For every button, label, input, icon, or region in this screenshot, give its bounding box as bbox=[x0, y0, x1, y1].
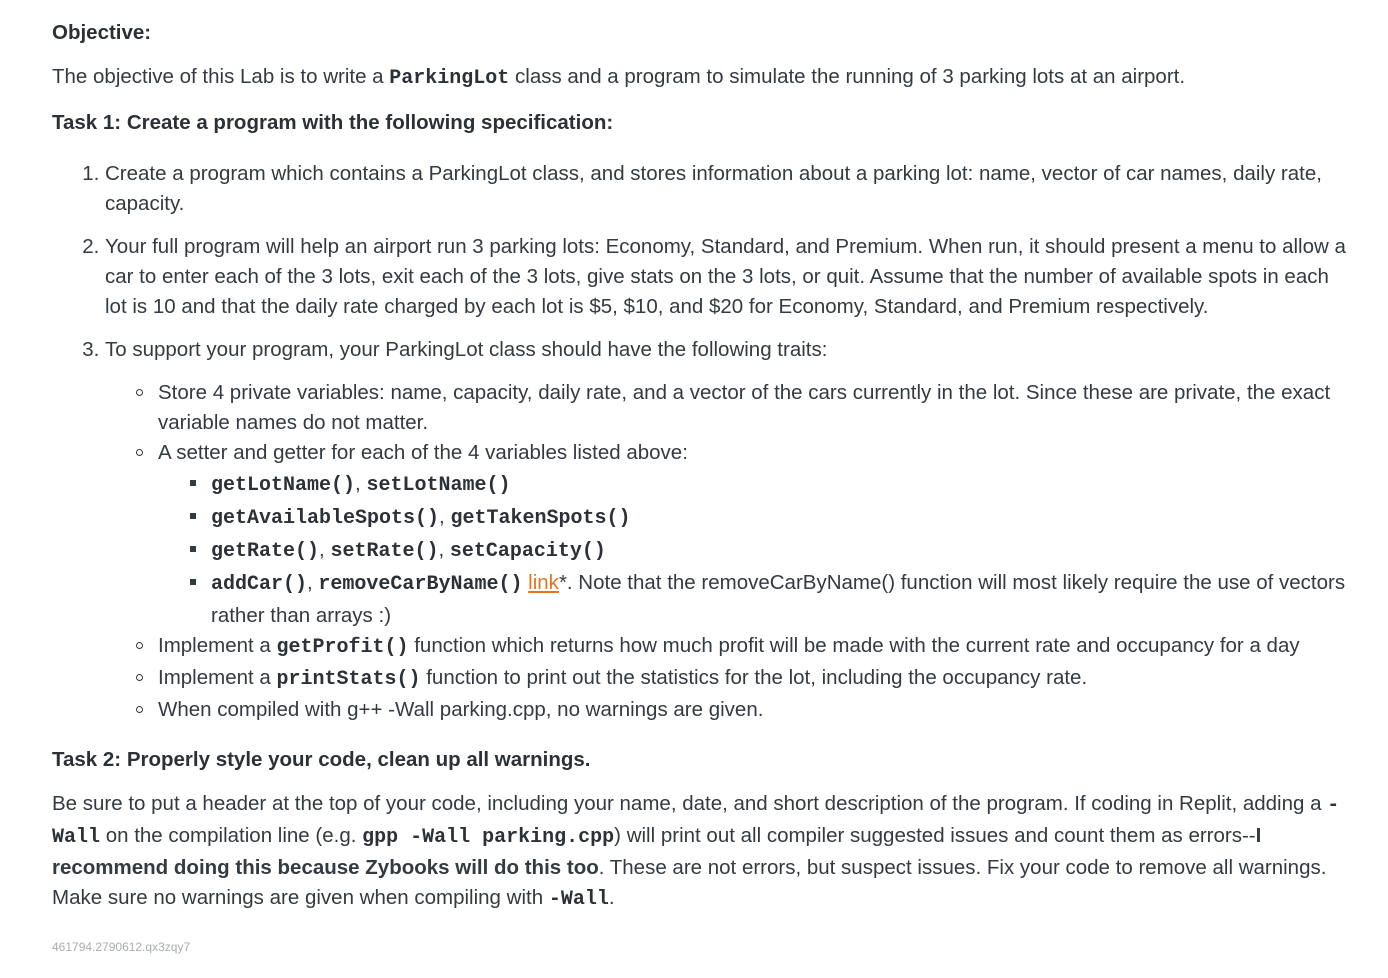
task2-text-1: Be sure to put a header at the top of your code, including your name, date, and short description of the program. If coding in Replit, adding a bbox=[52, 792, 1328, 815]
trait-setter-getter bbox=[158, 438, 1352, 631]
lab-instructions bbox=[52, 18, 1352, 915]
circle-bullet-icon bbox=[136, 706, 143, 713]
method-setcapacity: setCapacity() bbox=[449, 540, 606, 563]
task1-item-3 bbox=[105, 335, 1352, 725]
compile-note-text: When compiled with g++ -Wall parking.cpp, no warnings are given. bbox=[158, 698, 764, 721]
method-setlotname: setLotName() bbox=[366, 474, 511, 497]
separator: , bbox=[439, 505, 451, 528]
method-gettakenspots: getTakenSpots() bbox=[450, 507, 631, 530]
circle-bullet-icon bbox=[136, 674, 143, 681]
separator: , bbox=[307, 571, 319, 594]
separator: , bbox=[319, 538, 331, 561]
task1-heading: Task 1: Create a program with the following specification: bbox=[52, 111, 614, 134]
task2-heading: Task 2: Properly style your code, clean up all warnings. bbox=[52, 748, 591, 771]
code-wall-flag: -Wall bbox=[52, 794, 1340, 849]
stats-text-before: Implement a bbox=[158, 666, 277, 689]
circle-bullet-icon bbox=[136, 389, 143, 396]
method-getrate: getRate() bbox=[211, 540, 320, 563]
profit-text-before: Implement a bbox=[158, 634, 277, 657]
task1-item-2-text: Your full program will help an airport run 3 parking lots: Economy, Standard, and Premium. When run, it should present a menu to allow a car to enter each of the 3 lots, exit each of the 3 lots, give stats on the 3 lots, or quit. Assume that the number of available spots in each lot is 10 and that the daily rate charged by each lot is $5, $10, and $20 for Economy, Standard, and Premium respectively. bbox=[105, 235, 1346, 318]
parkinglot-code: ParkingLot bbox=[389, 67, 510, 90]
circle-bullet-icon bbox=[136, 642, 143, 649]
task1-item-1 bbox=[105, 159, 1352, 219]
method-row-rate bbox=[211, 534, 1352, 567]
method-addcar: addCar() bbox=[211, 573, 308, 596]
remove-note-text: *. Note that the removeCarByName() function will most likely require the use of vectors rather than arrays :) bbox=[211, 571, 1346, 627]
trait-compile-note bbox=[158, 695, 1352, 725]
traits-list bbox=[105, 378, 1352, 725]
objective-text: The objective of this Lab is to write a bbox=[52, 65, 390, 88]
method-getavailablespots: getAvailableSpots() bbox=[211, 507, 440, 530]
circle-bullet-icon bbox=[136, 449, 143, 456]
square-bullet-icon bbox=[190, 546, 196, 552]
method-row-cars bbox=[211, 567, 1352, 631]
task2-recommendation: I recommend doing this because Zybooks will do this too bbox=[52, 824, 1262, 879]
task2-text-5: . bbox=[608, 886, 615, 909]
trait-private-vars-text: Store 4 private variables: name, capacity, daily rate, and a vector of the cars currently in the lot. Since these are private, the exact variable names do not matter. bbox=[158, 381, 1331, 434]
task1-item-1-text: Create a program which contains a ParkingLot class, and stores information about a parking lot: name, vector of car names, daily rate, capacity. bbox=[105, 162, 1322, 215]
method-setrate: setRate() bbox=[330, 540, 439, 563]
content-id: 461794.2790612.qx3zqy7 bbox=[52, 940, 191, 954]
task2-paragraph bbox=[52, 789, 1352, 915]
separator: , bbox=[438, 538, 450, 561]
trait-private-vars bbox=[158, 378, 1352, 438]
task2-text-4: . These are not errors, but suspect issues. Fix your code to remove all warnings. Make sure no warnings are given when compiling with bbox=[52, 856, 1327, 909]
method-removecarbyname: removeCarByName() bbox=[318, 573, 523, 596]
method-getlotname: getLotName() bbox=[211, 474, 356, 497]
task1-list bbox=[52, 159, 1352, 725]
code-gpp-command: gpp -Wall parking.cpp bbox=[362, 826, 615, 849]
trait-print-stats bbox=[158, 663, 1352, 695]
method-row-lotname bbox=[211, 468, 1352, 501]
objective-paragraph bbox=[52, 62, 1352, 94]
square-bullet-icon bbox=[190, 480, 196, 486]
method-getprofit: getProfit() bbox=[276, 636, 409, 659]
method-printstats: printStats() bbox=[276, 668, 421, 691]
square-bullet-icon bbox=[190, 579, 196, 585]
remove-car-link[interactable]: link bbox=[528, 571, 559, 594]
task1-item-3-text: To support your program, your ParkingLot class should have the following traits: bbox=[105, 338, 828, 361]
trait-get-profit bbox=[158, 631, 1352, 663]
square-bullet-icon bbox=[190, 513, 196, 519]
trait-setter-getter-text: A setter and getter for each of the 4 variables listed above: bbox=[158, 441, 688, 464]
task2-text-3: ) will print out all compiler suggested issues and count them as errors-- bbox=[614, 824, 1256, 847]
objective-heading: Objective: bbox=[52, 21, 152, 44]
task2-text-2: on the compilation line (e.g. bbox=[100, 824, 363, 847]
code-wall-flag-2: -Wall bbox=[548, 888, 609, 911]
stats-text-after: function to print out the statistics for the lot, including the occupancy rate. bbox=[420, 666, 1088, 689]
task1-item-2 bbox=[105, 232, 1352, 322]
methods-list bbox=[158, 468, 1352, 631]
objective-text-end: class and a program to simulate the running of 3 parking lots at an airport. bbox=[509, 65, 1186, 88]
separator: , bbox=[355, 472, 367, 495]
profit-text-after: function which returns how much profit will be made with the current rate and occupancy for a day bbox=[408, 634, 1300, 657]
method-row-spots bbox=[211, 501, 1352, 534]
